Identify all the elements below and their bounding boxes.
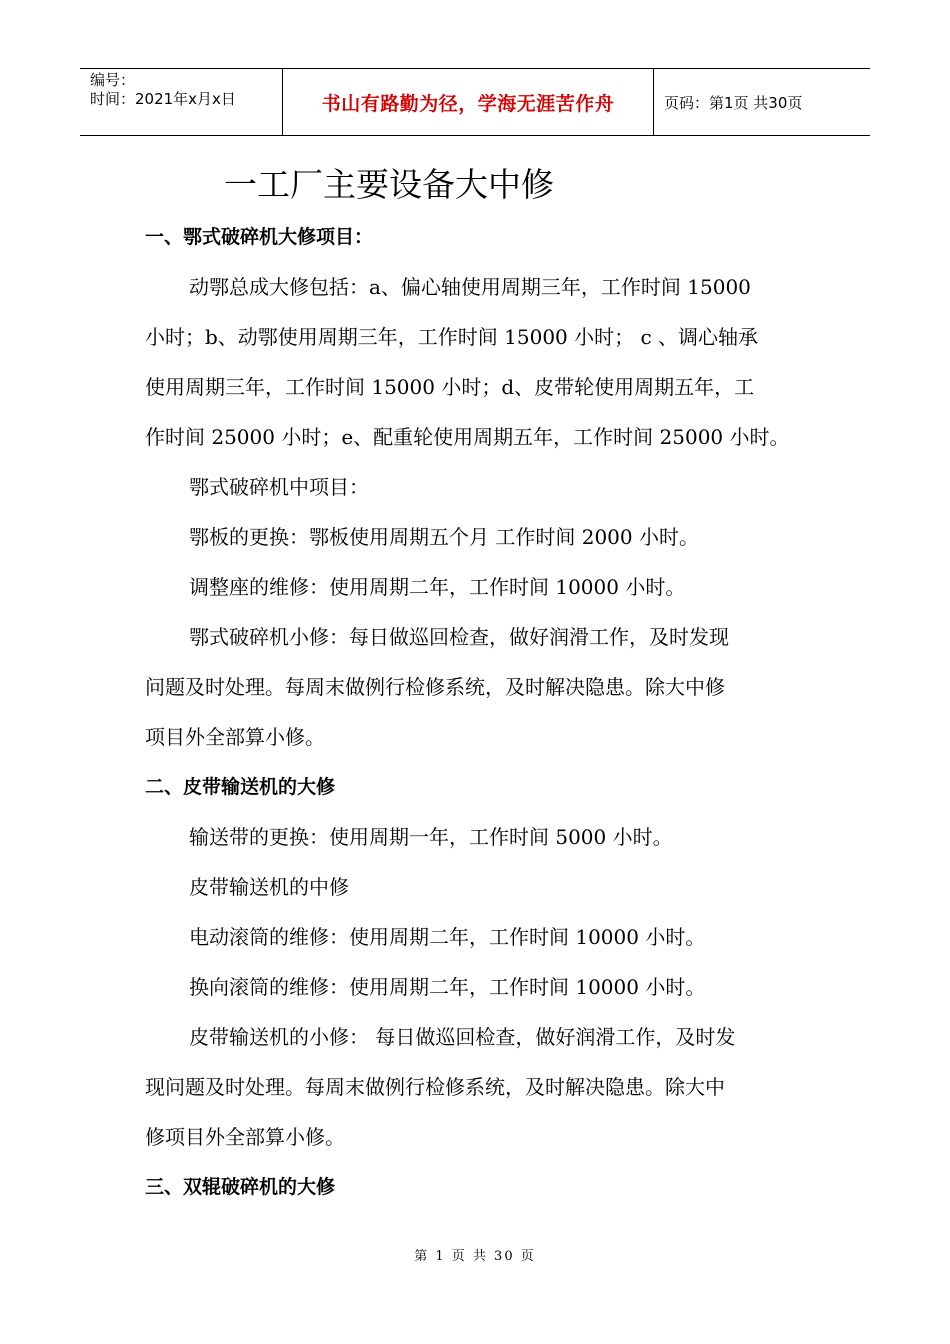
body-line: 皮带输送机的小修： 每日做巡回检查，做好润滑工作，及时发 (189, 1025, 736, 1049)
section-heading: 一、鄂式破碎机大修项目： (145, 226, 374, 248)
body-line: 鄂式破碎机中项目： (189, 475, 369, 499)
body-line: 问题及时处理。每周末做例行检修系统，及时解决隐患。除大中修 (145, 675, 725, 699)
body-line: 动鄂总成大修包括：a、偏心轴使用周期三年，工作时间 15000 (189, 275, 751, 299)
body-line: 项目外全部算小修。 (145, 725, 325, 749)
body-line: 电动滚筒的维修：使用周期二年，工作时间 10000 小时。 (189, 925, 706, 949)
document-title: 一工厂主要设备大中修 (224, 165, 554, 204)
motto-text: 书山有路勤为径，学海无涯苦作舟 (321, 92, 615, 115)
header-motto-cell (282, 69, 654, 135)
page-footer: 第 1 页 共 30 页 (414, 1249, 536, 1264)
body-line: 换向滚筒的维修：使用周期二年，工作时间 10000 小时。 (189, 975, 706, 999)
date-label: 时间：2021年x月x日 (90, 90, 236, 108)
body-line: 皮带输送机的中修 (189, 875, 349, 899)
section-heading: 二、皮带输送机的大修 (145, 776, 336, 798)
body-line: 鄂式破碎机小修：每日做巡回检查，做好润滑工作，及时发现 (189, 625, 729, 649)
body-line: 修项目外全部算小修。 (145, 1125, 345, 1149)
header-page-cell (654, 69, 870, 135)
body-line: 使用周期三年，工作时间 15000 小时；d、皮带轮使用周期五年，工 (145, 375, 755, 399)
body-line: 作时间 25000 小时；e、配重轮使用周期五年，工作时间 25000 小时。 (145, 425, 790, 449)
body-line: 输送带的更换：使用周期一年，工作时间 5000 小时。 (189, 825, 673, 849)
section-heading: 三、双辊破碎机的大修 (145, 1176, 336, 1198)
body-line: 鄂板的更换：鄂板使用周期五个月 工作时间 2000 小时。 (189, 525, 699, 549)
body-line: 现问题及时处理。每周末做例行检修系统，及时解决隐患。除大中 (145, 1075, 725, 1099)
serial-number-label: 编号： (90, 71, 136, 89)
page-info: 页码：第1页 共30页 (664, 93, 803, 112)
header-meta-cell (80, 69, 282, 135)
document-header (80, 68, 870, 136)
body-line: 小时；b、动鄂使用周期三年，工作时间 15000 小时； c 、调心轴承 (145, 325, 759, 349)
body-line: 调整座的维修：使用周期二年，工作时间 10000 小时。 (189, 575, 686, 599)
document-body (145, 212, 810, 1212)
